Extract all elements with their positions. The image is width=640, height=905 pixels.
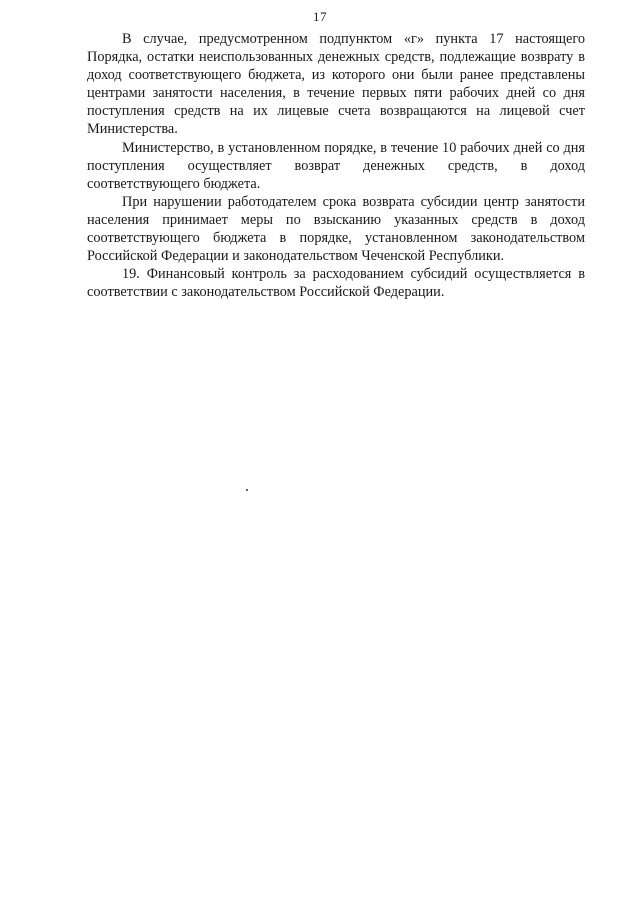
paragraph-refund-remainder: В случае, предусмотренном подпунктом «г» пункта 17 настоящего Порядка, остатки неиспользованных денежных средств, подлежащие возврату в доход соответствующего бюджета, из которого они были ранее представлены центрами занятости населения, в течение первых пяти рабочих дней со дня поступления средств на их лицевые счета возвращаются на лицевой счет Министерства. <box>87 31 585 138</box>
paragraph-violation-measures: При нарушении работодателем срока возврата субсидии центр занятости населения принимает меры по взысканию указанных средств в доход соответствующего бюджета в порядке, установленном законодательством Российской Федерации и законодательством Чеченской Республики. <box>87 193 585 265</box>
paragraph-financial-control: 19. Финансовый контроль за расходованием субсидий осуществляется в соответствии с законодательством Российской Федерации. <box>87 266 585 301</box>
document-body <box>87 26 585 301</box>
paragraph-ministry-return: Министерство, в установленном порядке, в течение 10 рабочих дней со дня поступления осуществляет возврат денежных средств, в доход соответствующего бюджета. <box>87 139 585 192</box>
scan-speck <box>246 489 248 491</box>
page-number: 17 <box>313 9 327 24</box>
